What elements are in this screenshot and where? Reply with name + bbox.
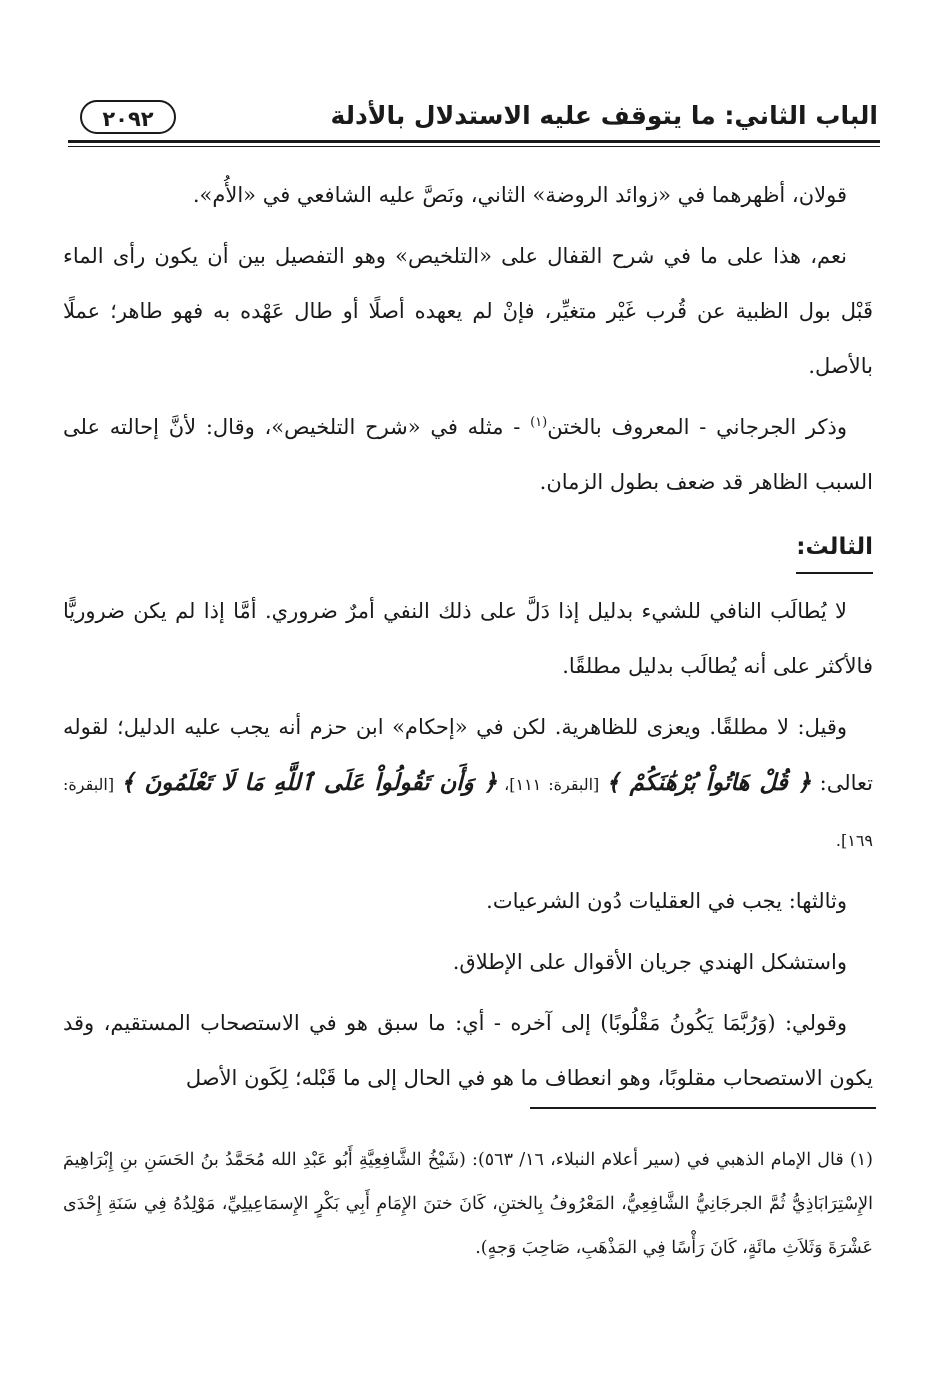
paragraph-7: واستشكل الهندي جريان الأقوال على الإطلاق. [452, 950, 847, 974]
paragraph-3 [63, 400, 873, 510]
paragraph-3-end: - مثله في «شرح التلخيص»، وقال: لأنَّ إحالته على السبب الظاهر قد ضعف بطول الزمان. [63, 415, 873, 494]
page-number: ٢٠٩٢ [80, 100, 176, 134]
footnotes [63, 1138, 873, 1270]
verse-reference-1: [البقرة: ١١١]، [497, 775, 607, 794]
header-divider-thin [68, 146, 880, 147]
verse-reference-2: [البقرة: ١٦٩]. [63, 775, 873, 850]
quran-verse-1: ﴿ قُلْ هَاتُواْ بُرْهَٰنَكُمْ ﴾ [606, 769, 812, 796]
section-heading: الثالث: [796, 522, 873, 574]
paragraph-2: نعم، هذا على ما في شرح القفال على «التلخيص» وهو التفصيل بين أن يكون رأى الماء قَبْل بول الظبية عن قُرب غَيْر متغيِّر، فإنْ لم يعهده أصلًا أو طال عَهْده به فهو طاهر؛ عملًا بالأصل. [63, 244, 873, 378]
page-header [70, 96, 878, 146]
paragraph-3-start: وذكر الجرجاني - المعروف بالختن [547, 415, 848, 439]
quran-verse-2: ﴿ وَأَن تَقُولُواْ عَلَى ٱللَّهِ مَا لَا تَعْلَمُونَ ﴾ [121, 769, 498, 796]
paragraph-6: وثالثها: يجب في العقليات دُون الشرعيات. [486, 889, 847, 913]
paragraph-4: لا يُطالَب النافي للشيء بدليل إذا دَلَّ على ذلك النفي أمرٌ ضروري. أمَّا إذا لم يكن ضروريًّا فالأكثر على أنه يُطالَب بدليل مطلقًا. [63, 599, 873, 678]
paragraph-5 [63, 700, 873, 868]
footnote-marker: (١) [530, 415, 548, 430]
paragraph-8: وقولي: (وَرُبَّمَا يَكُونُ مَقْلُوبًا) إلى آخره - أي: ما سبق هو في الاستصحاب المستقيم، وقد يكون الاستصحاب مقلوبًا، وهو انعطاف ما هو في الحال إلى ما قَبْله؛ لِكَون الأصل [63, 1011, 873, 1090]
header-divider-thick [68, 140, 880, 143]
main-text [63, 168, 873, 1106]
running-title: الباب الثاني: ما يتوقف عليه الاستدلال بالأدلة [330, 101, 878, 130]
paragraph-5-start: وقيل: لا مطلقًا. ويعزى للظاهرية. لكن في «إحكام» ابن حزم أنه يجب عليه الدليل؛ لقوله تعالى: [63, 715, 873, 795]
footnote-1: (١) قال الإمام الذهبي في (سير أعلام النبلاء، ١٦/ ٥٦٣): (شَيْخُ الشَّافِعِيَّةِ أَبُو عَبْدِ الله مُحَمَّدُ بنُ الحَسَنِ بنِ إِبْرَاهِيمَ الإِسْتِرَابَاذِيُّ ثُمَّ الجرجَانِيُّ الشَّافِعِيُّ، المَعْرُوفُ بِالختنِ، كَانَ ختنَ الإِمَامِ أَبِي بَكْرٍ الإِسمَاعِيلِيِّ، مَوْلِدُهُ فِي سَنَةِ إِحْدَى عَشْرَةَ وَثَلاَثِ مائَةٍ، كَانَ رَأْسًا فِي المَذْهَبِ، صَاحِبَ وَجهٍ). [63, 1150, 873, 1258]
footnote-divider [530, 1107, 876, 1109]
paragraph-1: قولان، أظهرهما في «زوائد الروضة» الثاني، ونَصَّ عليه الشافعي في «الأُم». [192, 183, 847, 207]
